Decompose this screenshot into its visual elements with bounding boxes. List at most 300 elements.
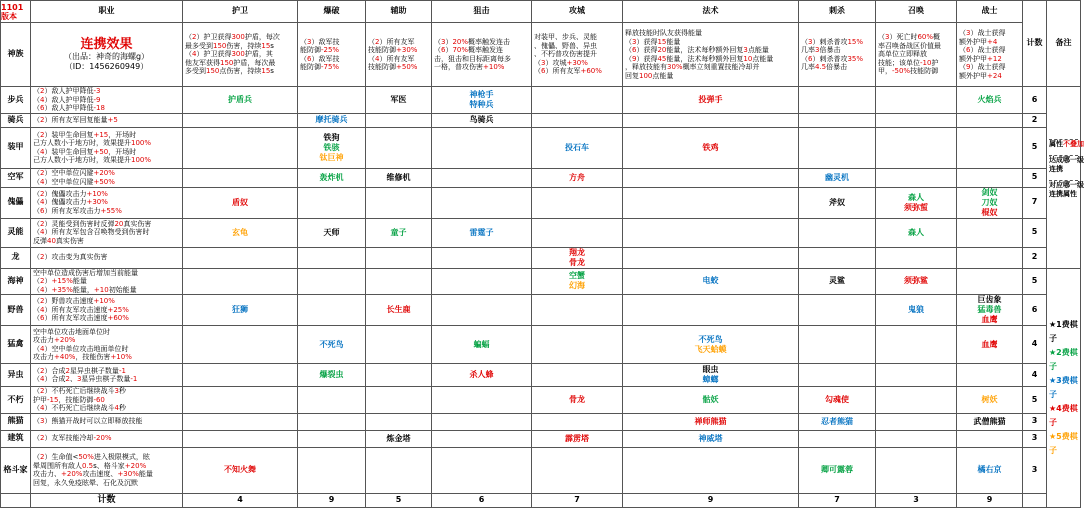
- unit-name: 眼虫: [702, 365, 719, 374]
- unit-cell: [957, 113, 1023, 127]
- unit-cell: [298, 413, 366, 430]
- unit-name: 须弥鲨: [904, 276, 928, 286]
- bond-name: 召唤: [876, 1, 957, 23]
- unit-cell: [432, 413, 532, 430]
- unit-name: 投石车: [565, 142, 589, 152]
- unit-name: 猛毒兽: [977, 305, 1002, 314]
- unit-name: 幻海: [569, 281, 585, 291]
- unit-cell: [957, 364, 1023, 387]
- unit-name: 火焰兵: [977, 94, 1002, 104]
- bond-desc: （2）所有友军 技能防御+30% （4）所有友军 技能防御+50%: [366, 23, 432, 87]
- unit-cell: [298, 113, 366, 127]
- race-effect: （2）野兽攻击速度+10% （4）所有友军攻击速度+25% （6）所有友军攻击速度+60%: [31, 295, 183, 326]
- unit-cell: [532, 326, 623, 364]
- bond-name: 法术: [623, 1, 799, 23]
- unit-name: 幽灵机: [825, 172, 849, 182]
- unit-name: 神威塔: [698, 433, 723, 443]
- row-count: 3: [1023, 447, 1047, 493]
- unit-cell: [623, 268, 799, 295]
- unit-cell: [957, 387, 1023, 414]
- footer-row: [1, 493, 1081, 507]
- bond-name: 攻城: [532, 1, 623, 23]
- unit-cell: [366, 168, 432, 187]
- unit-cell: [623, 447, 799, 493]
- unit-name: 森人: [908, 227, 924, 237]
- unit-cell: [298, 127, 366, 168]
- unit-cell: [876, 387, 957, 414]
- column-count: 9: [298, 493, 366, 507]
- bond-name: 护卫: [183, 1, 298, 23]
- unit-cell: [366, 413, 432, 430]
- race-name: 海神: [1, 268, 31, 295]
- bond-name: 战士: [957, 1, 1023, 23]
- unit-cell: [623, 87, 799, 114]
- unit-name: 铁鸡: [702, 142, 719, 152]
- unit-cell: [532, 87, 623, 114]
- unit-cell: [183, 218, 298, 247]
- unit-name: 棍奴: [981, 207, 998, 217]
- unit-cell: [183, 326, 298, 364]
- unit-cell: [957, 268, 1023, 295]
- unit-cell: [366, 218, 432, 247]
- unit-cell: [366, 364, 432, 387]
- unit-cell: [298, 87, 366, 114]
- row-count: 3: [1023, 413, 1047, 430]
- unit-cell: [799, 113, 876, 127]
- bond-desc: （3）死亡时60%概 率召唤备战区价值最 高单位立即释放 技能；该单位-10护 甲，-50%技能防御: [876, 23, 957, 87]
- unit-cell: [799, 127, 876, 168]
- unit-cell: [799, 295, 876, 326]
- unit-cell: [183, 87, 298, 114]
- race-row: [1, 187, 1081, 218]
- version-cell: [1, 1, 31, 23]
- unit-cell: [183, 168, 298, 187]
- unit-name: 剑奴: [981, 187, 998, 197]
- unit-cell: [532, 268, 623, 295]
- unit-cell: [432, 113, 532, 127]
- unit-cell: [532, 127, 623, 168]
- race-name: 格斗家: [1, 447, 31, 493]
- race-row: [1, 268, 1081, 295]
- row-count: 5: [1023, 127, 1047, 168]
- unit-cell: [366, 326, 432, 364]
- row-count: 3: [1023, 430, 1047, 447]
- unit-cell: [432, 430, 532, 447]
- unit-cell: [876, 127, 957, 168]
- unit-cell: [432, 127, 532, 168]
- bond-name: 爆破: [298, 1, 366, 23]
- unit-name: 维修机: [386, 172, 411, 182]
- race-effect: （2）所有友军回复能量+5: [31, 113, 183, 127]
- race-row: [1, 364, 1081, 387]
- id-text: （ID：1456260949）: [64, 62, 149, 71]
- race-name: 空军: [1, 168, 31, 187]
- unit-cell: [183, 447, 298, 493]
- race-name: 装甲: [1, 127, 31, 168]
- unit-cell: [183, 247, 298, 268]
- unit-name: 军医: [390, 94, 407, 104]
- column-count: 9: [957, 493, 1023, 507]
- unit-cell: [876, 447, 957, 493]
- race-name: 建筑: [1, 430, 31, 447]
- bond-desc: （3）战士获得 额外护甲+4 （6）战士获得 额外护甲+12 （9）战士获得 额外护甲+24: [957, 23, 1023, 87]
- unit-name: 武僧熊猫: [973, 416, 1006, 426]
- unit-cell: [957, 295, 1023, 326]
- race-effect: （2）攻击变为真实伤害: [31, 247, 183, 268]
- unit-name: 霹雳塔: [565, 433, 589, 443]
- legend-item: ★3费棋子: [1049, 375, 1078, 399]
- race-effect: （2）灵能受到伤害时反弹20真实伤害 （4）所有友军包含召唤物受到伤害时 反弹40真实伤害: [31, 218, 183, 247]
- race-row: [1, 218, 1081, 247]
- race-row: [1, 326, 1081, 364]
- legend-cell: [1047, 268, 1081, 507]
- unit-cell: [532, 113, 623, 127]
- bond-name: 辅助: [366, 1, 432, 23]
- unit-cell: [532, 168, 623, 187]
- unit-cell: [623, 326, 799, 364]
- unit-cell: [799, 268, 876, 295]
- race-name: 异虫: [1, 364, 31, 387]
- row-count: 6: [1023, 87, 1047, 114]
- row-count: 5: [1023, 218, 1047, 247]
- unit-cell: [623, 387, 799, 414]
- unit-name: 爆裂虫: [319, 370, 344, 379]
- unit-cell: [432, 268, 532, 295]
- unit-cell: [623, 413, 799, 430]
- bond-desc: （3）20%概率触发连击 （6）70%概率触发连 击，狙击和目标距离每多 一格，普攻伤害+10%: [432, 23, 532, 87]
- unit-name: 电蛟: [702, 276, 719, 286]
- unit-cell: [432, 364, 532, 387]
- legend-item: ★1费棋子: [1049, 319, 1078, 343]
- unit-cell: [532, 218, 623, 247]
- race-row: [1, 413, 1081, 430]
- race-effect: （2）空中单位闪避+20% （4）空中单位闪避+50%: [31, 168, 183, 187]
- count-header: 计数: [1023, 1, 1047, 87]
- race-label: 神族: [1, 23, 31, 87]
- unit-name: 骨龙: [569, 257, 585, 267]
- unit-name: 不死鸟: [698, 334, 723, 344]
- unit-cell: [366, 430, 432, 447]
- bond-name: 狙击: [432, 1, 532, 23]
- unit-name: 鸟骑兵: [469, 115, 494, 124]
- race-name: 野兽: [1, 295, 31, 326]
- unit-name: 蟑螂: [702, 375, 719, 384]
- unit-cell: [957, 326, 1023, 364]
- race-name: 龙: [1, 247, 31, 268]
- header-row-effects: [1, 23, 1081, 87]
- unit-cell: [366, 247, 432, 268]
- unit-cell: [957, 127, 1023, 168]
- unit-cell: [799, 326, 876, 364]
- unit-name: 狂狮: [232, 305, 248, 314]
- unit-name: 骷妖: [702, 394, 719, 404]
- unit-cell: [623, 113, 799, 127]
- unit-cell: [876, 413, 957, 430]
- unit-cell: [183, 295, 298, 326]
- row-count: 5: [1023, 387, 1047, 414]
- unit-cell: [298, 268, 366, 295]
- column-count: 7: [799, 493, 876, 507]
- unit-name: 鬼狼: [908, 305, 924, 314]
- unit-cell: [366, 127, 432, 168]
- bond-desc: （2）护卫获得300护盾，每次 最多受到150伤害，持续15s （4）护卫获得300护盾，其 他友军获得150护盾，每次最 多受到150点伤害，持续15s: [183, 23, 298, 87]
- unit-cell: [298, 447, 366, 493]
- legend-item: ★2费棋子: [1049, 347, 1078, 371]
- bond-desc: （3）敌军技 能防御-25% （6）敌军技 能防御-75%: [298, 23, 366, 87]
- unit-name: 钛巨神: [319, 152, 344, 162]
- unit-name: 不死鸟: [319, 339, 344, 349]
- unit-cell: [432, 387, 532, 414]
- row-count: 5: [1023, 268, 1047, 295]
- unit-cell: [623, 168, 799, 187]
- unit-cell: [623, 295, 799, 326]
- unit-name: 灵鲨: [829, 276, 845, 286]
- unit-name: 空蟹: [569, 271, 585, 281]
- race-row: [1, 127, 1081, 168]
- row-count: 2: [1023, 113, 1047, 127]
- unit-cell: [532, 187, 623, 218]
- unit-cell: [799, 247, 876, 268]
- unit-name: 飞天蛤蟆: [694, 344, 727, 354]
- unit-name: 森人: [908, 192, 924, 202]
- unit-cell: [298, 168, 366, 187]
- unit-cell: [799, 387, 876, 414]
- race-effect: （2）生命值<50%进入极限模式，眩 晕周围所有敌人0.5s、格斗家+20% 攻击力、+20%攻击速度、+30%能量 回复，永久免疫眩晕、石化及沉默: [31, 447, 183, 493]
- unit-cell: [623, 127, 799, 168]
- race-row: [1, 247, 1081, 268]
- unit-cell: [623, 187, 799, 218]
- unit-name: 摩托骑兵: [315, 115, 348, 124]
- unit-cell: [298, 364, 366, 387]
- unit-cell: [183, 113, 298, 127]
- notes-cell: 属性不叠加 达成哪一级 连携 对应哪一级 连携属性: [1047, 87, 1081, 269]
- unit-cell: [876, 268, 957, 295]
- bond-desc: 对装甲、步兵、灵能 、傀儡、野兽、异虫 、不朽普攻伤害提升 （3）攻城+30% （6）所有友军+60%: [532, 23, 623, 87]
- race-name: 步兵: [1, 87, 31, 114]
- row-count: 7: [1023, 187, 1047, 218]
- unit-name: 不知火舞: [224, 465, 256, 474]
- unit-name: 雷霆子: [469, 227, 494, 237]
- unit-cell: [876, 168, 957, 187]
- row-count: 4: [1023, 326, 1047, 364]
- column-count: 5: [366, 493, 432, 507]
- unit-cell: [799, 187, 876, 218]
- column-count: 7: [532, 493, 623, 507]
- unit-name: 蝙蝠: [473, 339, 490, 349]
- unit-cell: [799, 364, 876, 387]
- unit-name: 方舟: [569, 172, 585, 182]
- footer-label: 计数: [31, 493, 183, 507]
- race-effect: （3）熊猫开战时可以立即释放技能: [31, 413, 183, 430]
- unit-cell: [623, 364, 799, 387]
- bond-desc: 释放技能时队友获得能量 （3）获得15能量 （6）获得20能量，法术每秒额外回复3点能量 （9）获得45能量，法术每秒额外回复10点能量 ，释放技能有30%概率立刻重置技能冷却并 回复100点能量: [623, 23, 799, 87]
- race-name: 傀儡: [1, 187, 31, 218]
- unit-cell: [623, 430, 799, 447]
- unit-cell: [298, 387, 366, 414]
- unit-name: 盾奴: [232, 197, 248, 207]
- unit-cell: [532, 387, 623, 414]
- unit-name: 忍者熊猫: [821, 416, 853, 426]
- unit-cell: [432, 218, 532, 247]
- unit-cell: [799, 447, 876, 493]
- unit-name: 血鹰: [981, 339, 998, 349]
- column-count: 3: [876, 493, 957, 507]
- unit-name: 神枪手: [469, 89, 494, 99]
- unit-cell: [876, 430, 957, 447]
- unit-cell: [957, 218, 1023, 247]
- bond-desc: （3）刺杀普攻15% 几率3倍暴击 （6）刺杀普攻35% 几率4.5倍暴击: [799, 23, 876, 87]
- race-effect: （2）不朽死亡后继续战斗3秒 护甲-15，技能防御-60 （4）不朽死亡后继续战斗4秒: [31, 387, 183, 414]
- unit-cell: [957, 430, 1023, 447]
- unit-cell: [298, 295, 366, 326]
- unit-name: 血鹰: [981, 315, 998, 324]
- race-name: 灵能: [1, 218, 31, 247]
- unit-cell: [366, 113, 432, 127]
- unit-cell: [432, 87, 532, 114]
- unit-cell: [366, 387, 432, 414]
- race-effect: （2）合成2星异虫棋子数量-1 （4）合成2、3星异虫棋子数量-1: [31, 364, 183, 387]
- race-row: [1, 87, 1081, 114]
- unit-name: 童子: [390, 227, 407, 237]
- unit-cell: [183, 430, 298, 447]
- unit-cell: [799, 218, 876, 247]
- unit-cell: [298, 430, 366, 447]
- unit-cell: [366, 87, 432, 114]
- unit-cell: [623, 218, 799, 247]
- unit-cell: [432, 295, 532, 326]
- race-row: [1, 168, 1081, 187]
- bond-name: 刺杀: [799, 1, 876, 23]
- race-effect: （2）敌人护甲降低-3 （4）敌人护甲降低-9 （6）敌人护甲降低-18: [31, 87, 183, 114]
- unit-cell: [876, 218, 957, 247]
- unit-name: 树妖: [981, 394, 998, 404]
- unit-name: 炼金塔: [386, 433, 411, 443]
- title: 连携效果: [80, 37, 133, 52]
- unit-cell: [623, 247, 799, 268]
- unit-name: 须弥蜇: [904, 202, 928, 212]
- column-count: 9: [623, 493, 799, 507]
- unit-name: 骨龙: [569, 394, 585, 404]
- unit-cell: [957, 247, 1023, 268]
- remarks-header: 备注: [1047, 1, 1081, 87]
- unit-cell: [957, 413, 1023, 430]
- unit-cell: [432, 326, 532, 364]
- unit-cell: [532, 430, 623, 447]
- unit-cell: [432, 168, 532, 187]
- race-row: [1, 430, 1081, 447]
- row-count: 6: [1023, 295, 1047, 326]
- unit-cell: [298, 187, 366, 218]
- version-label: 1101 版本: [1, 2, 24, 21]
- unit-cell: [298, 218, 366, 247]
- unit-cell: [799, 168, 876, 187]
- unit-cell: [876, 187, 957, 218]
- unit-cell: [957, 87, 1023, 114]
- row-count: 2: [1023, 247, 1047, 268]
- title-cell: [31, 23, 183, 87]
- unit-name: 玄龟: [232, 227, 248, 237]
- unit-name: 铁狗: [323, 132, 340, 142]
- unit-cell: [298, 326, 366, 364]
- unit-cell: [432, 247, 532, 268]
- race-name: 不朽: [1, 387, 31, 414]
- unit-cell: [183, 268, 298, 295]
- unit-name: 铁骇: [323, 142, 340, 152]
- race-row: [1, 295, 1081, 326]
- unit-cell: [876, 247, 957, 268]
- unit-cell: [532, 447, 623, 493]
- unit-cell: [432, 447, 532, 493]
- unit-name: 天师: [323, 227, 340, 237]
- unit-name: 特种兵: [469, 99, 494, 109]
- unit-cell: [183, 413, 298, 430]
- unit-cell: [432, 187, 532, 218]
- race-row: [1, 113, 1081, 127]
- unit-cell: [799, 413, 876, 430]
- unit-cell: [532, 364, 623, 387]
- race-name: 猛禽: [1, 326, 31, 364]
- race-effect: （2）傀儡攻击力+10% （4）傀儡攻击力+30% （6）所有友军攻击力+55%: [31, 187, 183, 218]
- row-count: 4: [1023, 364, 1047, 387]
- unit-cell: [366, 295, 432, 326]
- unit-cell: [957, 187, 1023, 218]
- unit-cell: [183, 387, 298, 414]
- unit-name: 斧奴: [829, 197, 845, 207]
- unit-name: 卿可露蓉: [821, 465, 853, 474]
- unit-cell: [799, 87, 876, 114]
- unit-cell: [876, 364, 957, 387]
- race-effect: 空中单位攻击地面单位时 攻击力+20% （4）空中单位攻击地面单位时 攻击力+40%，技能伤害+10%: [31, 326, 183, 364]
- unit-name: 勾魂使: [825, 394, 849, 404]
- unit-cell: [957, 447, 1023, 493]
- unit-cell: [366, 268, 432, 295]
- header-row-jobs: [1, 1, 1081, 23]
- race-row: [1, 387, 1081, 414]
- unit-cell: [183, 364, 298, 387]
- race-name: 骑兵: [1, 113, 31, 127]
- unit-name: 禅师熊猫: [694, 416, 727, 426]
- unit-name: 巨齿象: [977, 295, 1002, 304]
- unit-cell: [876, 295, 957, 326]
- unit-cell: [183, 127, 298, 168]
- race-row: [1, 447, 1081, 493]
- unit-cell: [876, 326, 957, 364]
- race-effect: （2）友军技能冷却-20%: [31, 430, 183, 447]
- race-effect: 空中单位造成伤害后增加当前能量 （2）+15%能量 （4）+35%能量，+10初始能量: [31, 268, 183, 295]
- unit-name: 长生鹿: [386, 305, 411, 314]
- unit-name: 翔龙: [569, 247, 585, 257]
- column-count: 6: [432, 493, 532, 507]
- unit-cell: [876, 87, 957, 114]
- unit-cell: [532, 413, 623, 430]
- job-label: 职业: [31, 1, 183, 23]
- unit-cell: [366, 447, 432, 493]
- unit-cell: [876, 113, 957, 127]
- unit-cell: [799, 430, 876, 447]
- unit-cell: [532, 295, 623, 326]
- unit-name: 投弹手: [698, 94, 723, 104]
- row-count: 5: [1023, 168, 1047, 187]
- unit-cell: [366, 187, 432, 218]
- unit-name: 护盾兵: [228, 94, 252, 104]
- race-name: 熊猫: [1, 413, 31, 430]
- unit-name: 刀奴: [981, 197, 998, 207]
- unit-cell: [532, 247, 623, 268]
- unit-cell: [298, 247, 366, 268]
- race-effect: （2）装甲生命回复+15，开场时 己方人数小于地方时，效果提升100% （4）装甲生命回复+50，开场时 己方人数小于地方时，效果提升100%: [31, 127, 183, 168]
- source-text: （出品：神奇的海螺g）: [63, 52, 150, 61]
- column-count: 4: [183, 493, 298, 507]
